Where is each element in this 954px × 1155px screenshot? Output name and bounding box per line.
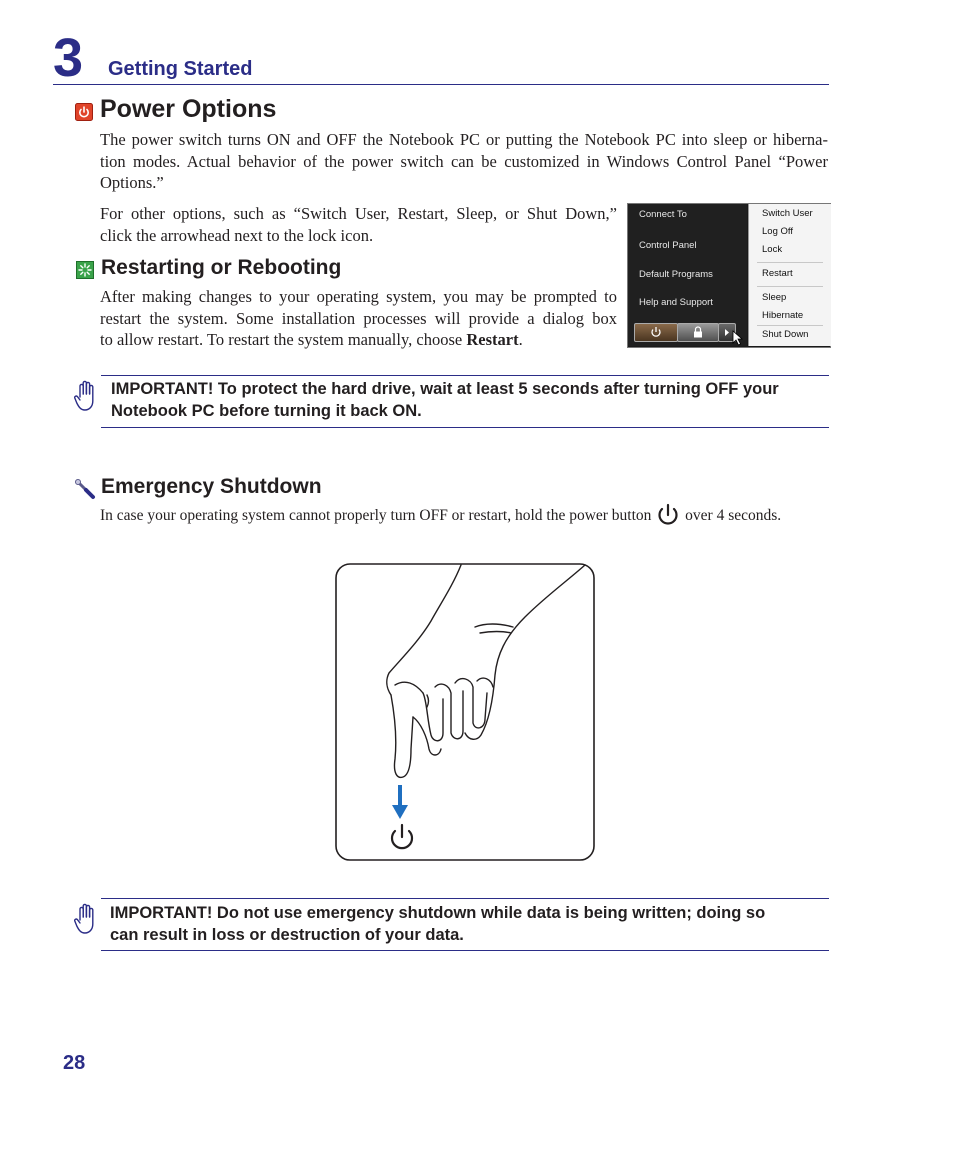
important-note-2 (110, 902, 828, 946)
menu-item-shut-down[interactable]: Shut Down (762, 329, 809, 340)
text-segment: In case your operating system cannot properly turn OFF or restart, hold the power button (100, 507, 652, 524)
header-rule (53, 84, 829, 85)
text-line: The power switch turns ON and OFF the Notebook PC or putting the Notebook PC into sleep or hiberna- (100, 130, 828, 149)
text-line: tion modes. Actual behavior of the power switch can be customized in Windows Control Panel “Power (100, 151, 828, 171)
menu-item-lock[interactable]: Lock (762, 244, 783, 255)
menu-separator (757, 286, 823, 287)
other-options-paragraph (100, 203, 617, 246)
restart-emphasis: Restart (466, 330, 519, 349)
hand-icon (74, 902, 98, 936)
start-menu-left-pane (628, 204, 747, 346)
menu-item-connect-to[interactable]: Connect To (639, 209, 687, 220)
lock-button[interactable] (677, 323, 719, 342)
wrench-icon (74, 478, 96, 500)
note-rule-top (101, 898, 829, 899)
menu-item-hibernate[interactable]: Hibernate (762, 310, 804, 321)
menu-item-switch-user[interactable]: Switch User (762, 208, 813, 219)
menu-item-restart[interactable]: Restart (762, 268, 793, 279)
menu-item-sleep[interactable]: Sleep (762, 292, 787, 303)
emergency-heading: Emergency Shutdown (101, 475, 322, 498)
menu-item-default-programs[interactable]: Default Programs (639, 269, 713, 280)
text-line: For other options, such as “Switch User, Restart, Sleep, or Shut Down,” (100, 204, 617, 223)
restart-icon (76, 261, 94, 279)
important-note-1 (111, 378, 829, 422)
note-rule-bottom (101, 950, 829, 951)
restarting-heading: Restarting or Rebooting (101, 256, 342, 279)
text-line: click the arrowhead next to the lock icon. (100, 225, 374, 245)
chapter-number: 3 (53, 28, 84, 88)
power-options-paragraph (100, 129, 828, 194)
power-options-icon (75, 103, 93, 121)
note-rule-top (101, 375, 829, 376)
restarting-paragraph (100, 286, 617, 351)
power-button[interactable] (634, 323, 678, 342)
power-icon (635, 324, 677, 341)
menu-item-help-and-support[interactable]: Help and Support (639, 297, 713, 308)
text-line: After making changes to your operating system, you may be prompted to (100, 287, 617, 306)
text-segment: to allow restart. To restart the system manually, choose (100, 330, 467, 349)
page-number: 28 (63, 1052, 86, 1074)
text-segment: over 4 seconds. (685, 507, 782, 524)
power-options-heading: Power Options (100, 95, 277, 123)
text-line: Notebook PC before turning it back ON. (111, 402, 422, 420)
text-line (100, 329, 617, 351)
menu-item-control-panel[interactable]: Control Panel (639, 240, 697, 251)
power-icon (656, 503, 680, 529)
chapter-title: Getting Started (108, 58, 253, 80)
lock-icon (678, 324, 718, 341)
text-line: restart the system. Some installation processes will provide a dialog box (100, 308, 617, 328)
menu-separator (757, 325, 823, 326)
text-line: Options.” (100, 173, 164, 192)
emergency-paragraph (100, 503, 840, 529)
text-line: IMPORTANT! To protect the hard drive, wait at least 5 seconds after turning OFF your (111, 380, 779, 398)
text-line: can result in loss or destruction of your data. (110, 926, 464, 944)
start-menu-options-flyout (748, 204, 831, 346)
text-segment: . (518, 330, 523, 349)
start-menu-screenshot (627, 203, 831, 348)
text-line: IMPORTANT! Do not use emergency shutdown while data is being written; doing so (110, 904, 766, 922)
note-rule-bottom (101, 427, 829, 428)
hand-icon (74, 379, 98, 413)
mouse-cursor-icon (732, 330, 744, 346)
hand-pressing-power-illustration (335, 563, 595, 861)
menu-item-log-off[interactable]: Log Off (762, 226, 793, 237)
menu-separator (757, 262, 823, 263)
